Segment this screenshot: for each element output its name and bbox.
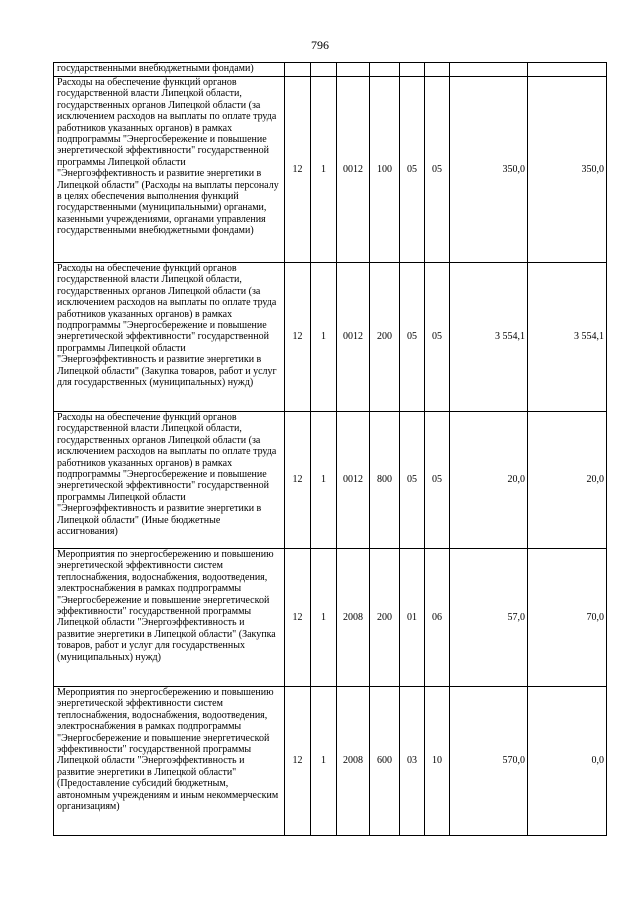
cell-code-6: 05 bbox=[425, 412, 450, 549]
table-row bbox=[54, 412, 607, 549]
row-description: Мероприятия по энергосбережению и повышению энергетической эффективности систем теплоснабжения, водоснабжения, водоотведения, электроснабжения в рамках подпрограммы "Энергосбережение и повышение энергетической эффективности" государственной программы Липецкой области "Энергоэффективность и развитие энергетики в Липецкой области" (Закупка товаров, работ и услуг для государственных (муниципальных) нужд) bbox=[54, 549, 285, 687]
cell-value-2: 350,0 bbox=[528, 77, 607, 263]
cell-code-4 bbox=[370, 63, 400, 77]
cell-code-4: 200 bbox=[370, 263, 400, 412]
cell-code-3: 0012 bbox=[337, 77, 370, 263]
cell-code-3: 2008 bbox=[337, 687, 370, 836]
cell-code-5: 05 bbox=[400, 77, 425, 263]
cell-code-4: 100 bbox=[370, 77, 400, 263]
cell-code-1: 12 bbox=[285, 77, 311, 263]
row-description: Расходы на обеспечение функций органов государственной власти Липецкой области, государственных органов Липецкой области (за исключением расходов на выплаты по оплате труда работников указанных органов) в рамках подпрограммы "Энергосбережение и повышение энергетической эффективности" государственной программы Липецкой области "Энергоэффективность и развитие энергетики в Липецкой области" (Закупка товаров, работ и услуг для государственных (муниципальных) нужд) bbox=[54, 263, 285, 412]
table-row bbox=[54, 687, 607, 836]
table-row bbox=[54, 63, 607, 77]
row-description: Мероприятия по энергосбережению и повышению энергетической эффективности систем теплоснабжения, водоснабжения, водоотведения, электроснабжения в рамках подпрограммы "Энергосбережение и повышение энергетической эффективности" государственной программы Липецкой области "Энергоэффективность и развитие энергетики в Липецкой области" (Предоставление субсидий бюджетным, автономным учреждениям и иным некоммерческим организациям) bbox=[54, 687, 285, 836]
table-row bbox=[54, 549, 607, 687]
cell-code-2: 1 bbox=[311, 687, 337, 836]
cell-value-2 bbox=[528, 63, 607, 77]
cell-code-6: 05 bbox=[425, 263, 450, 412]
cell-code-1: 12 bbox=[285, 263, 311, 412]
cell-code-1: 12 bbox=[285, 549, 311, 687]
cell-code-2: 1 bbox=[311, 263, 337, 412]
cell-code-5: 05 bbox=[400, 412, 425, 549]
cell-code-3: 2008 bbox=[337, 549, 370, 687]
cell-value-2: 20,0 bbox=[528, 412, 607, 549]
cell-code-6 bbox=[425, 63, 450, 77]
cell-code-5: 03 bbox=[400, 687, 425, 836]
cell-value-2: 70,0 bbox=[528, 549, 607, 687]
page-number: 796 bbox=[311, 38, 329, 52]
cell-value-1: 3 554,1 bbox=[450, 263, 528, 412]
cell-code-3 bbox=[337, 63, 370, 77]
table-row bbox=[54, 77, 607, 263]
cell-code-5: 05 bbox=[400, 263, 425, 412]
cell-value-1 bbox=[450, 63, 528, 77]
cell-code-6: 05 bbox=[425, 77, 450, 263]
cell-value-1: 57,0 bbox=[450, 549, 528, 687]
cell-value-1: 350,0 bbox=[450, 77, 528, 263]
cell-code-6: 06 bbox=[425, 549, 450, 687]
cell-code-5 bbox=[400, 63, 425, 77]
cell-code-2: 1 bbox=[311, 77, 337, 263]
cell-code-2: 1 bbox=[311, 549, 337, 687]
cell-code-3: 0012 bbox=[337, 263, 370, 412]
cell-code-1: 12 bbox=[285, 687, 311, 836]
cell-code-4: 200 bbox=[370, 549, 400, 687]
cell-code-2: 1 bbox=[311, 412, 337, 549]
cell-value-2: 3 554,1 bbox=[528, 263, 607, 412]
cell-value-2: 0,0 bbox=[528, 687, 607, 836]
cell-code-4: 600 bbox=[370, 687, 400, 836]
row-description: государственными внебюджетными фондами) bbox=[54, 63, 285, 77]
cell-value-1: 570,0 bbox=[450, 687, 528, 836]
cell-code-1 bbox=[285, 63, 311, 77]
table-row bbox=[54, 263, 607, 412]
cell-code-1: 12 bbox=[285, 412, 311, 549]
cell-value-1: 20,0 bbox=[450, 412, 528, 549]
cell-code-2 bbox=[311, 63, 337, 77]
row-description: Расходы на обеспечение функций органов государственной власти Липецкой области, государственных органов Липецкой области (за исключением расходов на выплаты по оплате труда работников указанных органов) в рамках подпрограммы "Энергосбережение и повышение энергетической эффективности" государственной программы Липецкой области "Энергоэффективность и развитие энергетики в Липецкой области" (Иные бюджетные ассигнования) bbox=[54, 412, 285, 549]
cell-code-6: 10 bbox=[425, 687, 450, 836]
budget-table bbox=[53, 62, 607, 836]
cell-code-5: 01 bbox=[400, 549, 425, 687]
row-description: Расходы на обеспечение функций органов государственной власти Липецкой области, государственных органов Липецкой области (за исключением расходов на выплаты по оплате труда работников указанных органов) в рамках подпрограммы "Энергосбережение и повышение энергетической эффективности" государственной программы Липецкой области "Энергоэффективность и развитие энергетики в Липецкой области" (Расходы на выплаты персоналу в целях обеспечения выполнения функций государственными (муниципальными) органами, казенными учреждениями, органами управления государственными внебюджетными фондами) bbox=[54, 77, 285, 263]
cell-code-3: 0012 bbox=[337, 412, 370, 549]
cell-code-4: 800 bbox=[370, 412, 400, 549]
